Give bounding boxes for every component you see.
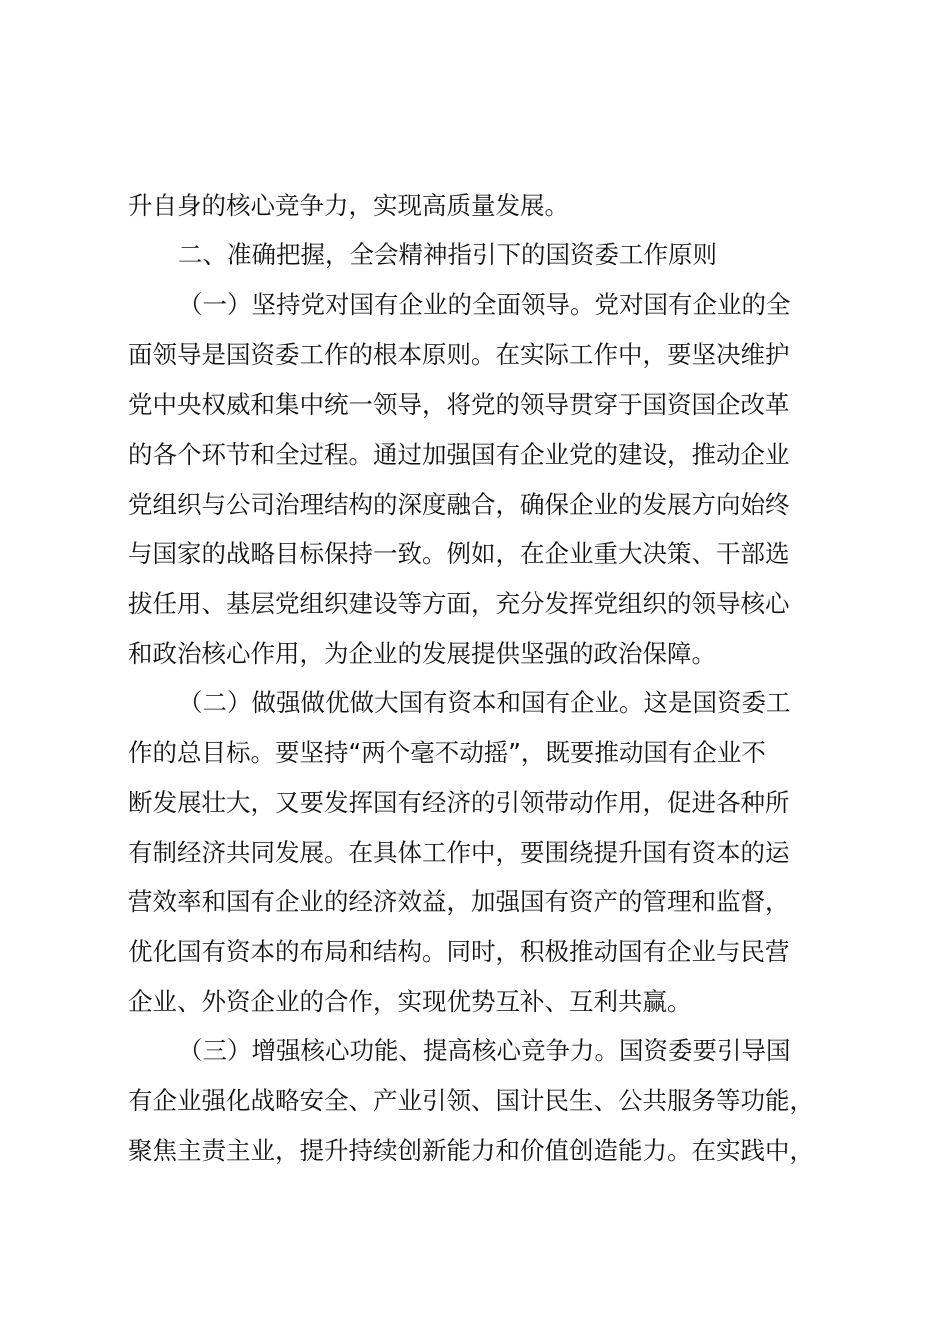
paragraph-3-line-3: 聚焦主责主业，提升持续创新能力和价值创造能力。在实践中， [128, 1136, 814, 1165]
paragraph-1-line-1: （一）坚持党对国有企业的全面领导。党对国有企业的全 [178, 290, 791, 319]
paragraph-2-line-1: （二）做强做优做大国有资本和国有企业。这是国资委工 [178, 688, 791, 717]
paragraph-1-line-3: 党中央权威和集中统一领导，将党的领导贯穿于国资国企改革 [128, 390, 790, 419]
text-line-1: 升自身的核心竞争力，实现高质量发展。 [128, 191, 569, 220]
paragraph-1-line-6: 与国家的战略目标保持一致。例如，在企业重大决策、干部选 [128, 539, 790, 568]
paragraph-3-line-1: （三）增强核心功能、提高核心竞争力。国资委要引导国 [178, 1036, 791, 1065]
paragraph-1-line-4: 的各个环节和全过程。通过加强国有企业党的建设，推动企业 [128, 440, 790, 469]
paragraph-1-line-7: 拔任用、基层党组织建设等方面，充分发挥党组织的领导核心 [128, 589, 790, 618]
paragraph-2-line-4: 有制经济共同发展。在具体工作中，要围绕提升国有资本的运 [128, 838, 790, 867]
paragraph-3-line-2: 有企业强化战略安全、产业引领、国计民生、公共服务等功能， [128, 1086, 814, 1115]
section-heading-2: 二、准确把握，全会精神指引下的国资委工作原则 [178, 240, 717, 269]
paragraph-2-line-6: 优化国有资本的布局和结构。同时，积极推动国有企业与民营 [128, 937, 790, 966]
paragraph-1-line-2: 面领导是国资委工作的根本原则。在实际工作中，要坚决维护 [128, 340, 790, 369]
paragraph-2-line-2: 作的总目标。要坚持“两个毫不动摇”，既要推动国有企业不 [128, 738, 766, 767]
paragraph-2-line-7: 企业、外资企业的合作，实现优势互补、互利共赢。 [128, 987, 692, 1016]
paragraph-1-line-5: 党组织与公司治理结构的深度融合，确保企业的发展方向始终 [128, 490, 790, 519]
paragraph-2-line-3: 断发展壮大，又要发挥国有经济的引领带动作用，促进各种所 [128, 788, 790, 817]
paragraph-2-line-5: 营效率和国有企业的经济效益，加强国有资产的管理和监督， [128, 887, 790, 916]
paragraph-1-line-8: 和政治核心作用，为企业的发展提供坚强的政治保障。 [128, 639, 716, 668]
